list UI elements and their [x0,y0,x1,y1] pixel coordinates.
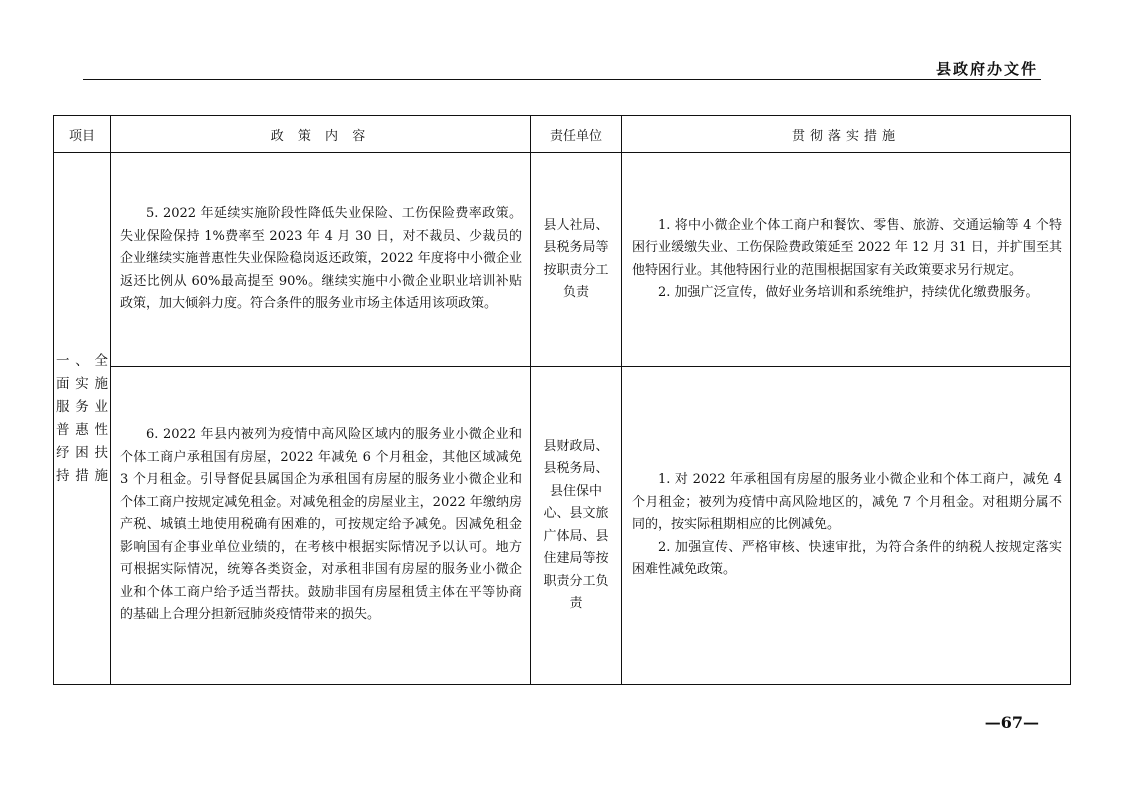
document-header-title: 县政府办文件 [935,60,1038,78]
column-header-policy-content: 政 策 内 容 [111,116,531,153]
measure-text: 1. 对 2022 年承租国有房屋的服务业小微企业和个体工商户，减免 4 个月租金；被列为疫情中高风险地区的，减免 7 个月租金。对租期分属不同的，按实际租期相应的比例减免。 [632,472,1062,533]
policy-content-text: 6. 2022 年县内被列为疫情中高风险区域内的服务业小微企业和个体工商户承租国有房屋，2022 年减免 6 个月租金，其他区域减免 3 个月租金。引导督促县属国企为承租国有房屋的服务业小微企业和个体工商户按规定减免租金。对减免租金的房屋业主，2022 年缴纳房产税、城镇土地使用税确有困难的，可按规定给予减免。因减免租金影响国有企事业单位业绩的，在考核中根据实际情况予以认可。地方可根据实际情况，统筹各类资金，对承租非国有房屋的服务业小微企业和个体工商户给予适当帮扶。鼓励非国有房屋租赁主体在平等协商的基础上合理分担新冠肺炎疫情带来的损失。 [120,427,522,623]
column-header-item: 项目 [54,116,111,153]
item-label: 一、全面实施服务业普惠性纾困扶持措施 [54,153,111,685]
table-row [54,367,1071,685]
measure-text: 2. 加强宣传、严格审核、快速审批，为符合条件的纳税人按规定落实困难性减免政策。 [632,539,1062,578]
measure-text: 1. 将中小微企业个体工商户和餐饮、零售、旅游、交通运输等 4 个特困行业缓缴失业、工伤保险费政策延至 2022 年 12 月 31 日，并扩围至其他特困行业。其他特困行业的范围根据国家有关政策要求另行规定。 [632,217,1062,278]
responsible-unit-cell: 县财政局、县税务局、县住保中心、县文旅广体局、县住建局等按职责分工负责 [531,367,622,685]
policy-content-cell [111,367,531,685]
page-number: —67— [984,713,1039,732]
column-header-responsible-unit: 责任单位 [531,116,622,153]
measure-text: 2. 加强广泛宣传，做好业务培训和系统维护，持续优化缴费服务。 [658,285,1039,300]
measures-cell [622,367,1071,685]
policy-content-text: 5. 2022 年延续实施阶段性降低失业保险、工伤保险费率政策。失业保险保持 1%费率至 2023 年 4 月 30 日，对不裁员、少裁员的企业继续实施普惠性失业保险稳岗返还政策，2022 年度将中小微企业返还比例从 60%最高提至 90%。继续实施中小微企业职业培训补贴政策，加大倾斜力度。符合条件的服务业市场主体适用该项政策。 [120,206,522,312]
responsible-unit-cell: 县人社局、县税务局等按职责分工负责 [531,153,622,367]
policy-content-cell [111,153,531,367]
column-header-measures: 贯彻落实措施 [622,116,1071,153]
measures-cell [622,153,1071,367]
table-row [54,153,1071,367]
header-rule [83,79,1041,80]
table-header-row [54,116,1071,153]
policy-table [53,115,1071,685]
